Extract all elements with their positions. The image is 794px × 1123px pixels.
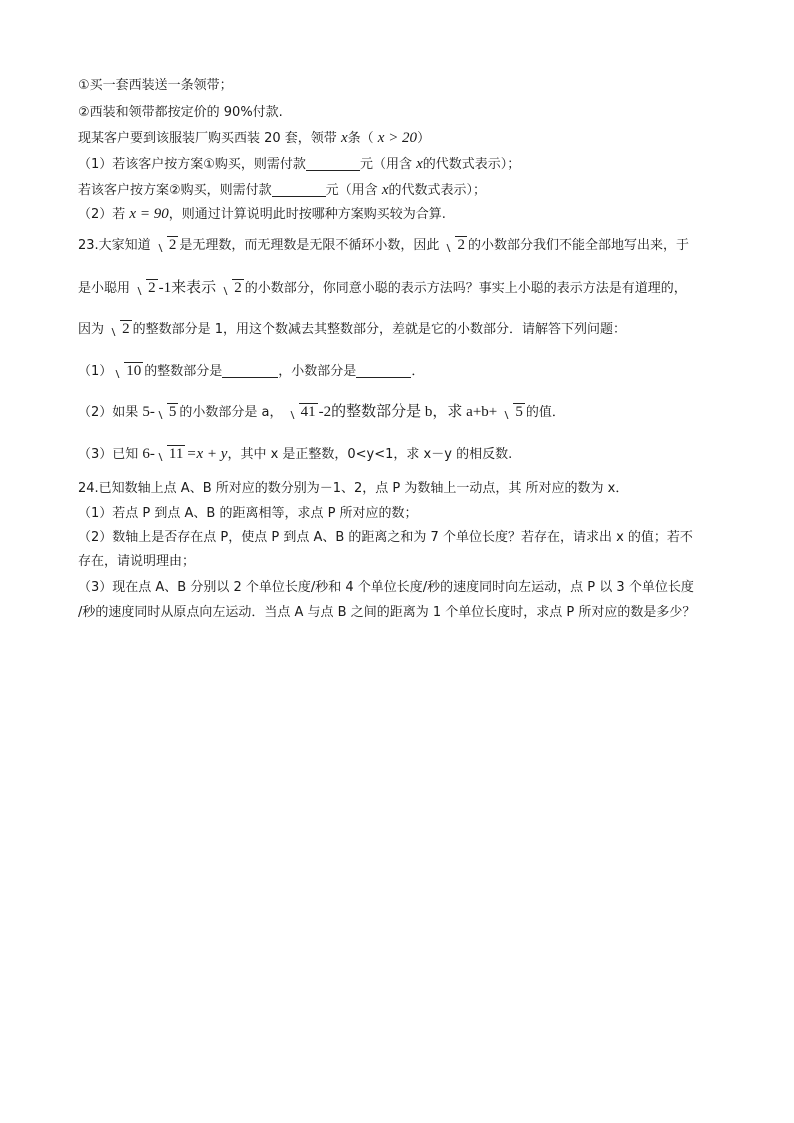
q23-line-3: [78, 320, 754, 339]
sqrt-2: [444, 236, 467, 254]
q24-text: 存在，请说明理由；: [78, 554, 196, 569]
q24-line-6: [78, 604, 754, 622]
intro-text-c: ）: [417, 131, 431, 146]
part-label: （3）已知: [78, 447, 139, 462]
q23-part-2: [78, 403, 754, 422]
q24-line-4: [78, 553, 754, 571]
sqrt-2: [109, 320, 132, 338]
q1a-text-c: 的代数式表示）；: [422, 157, 521, 172]
radicand: 2: [457, 237, 465, 253]
q23-text: 的整数部分是 1，用这个数减去其整数部分，差就是它的小数部分．请解答下列问题：: [132, 322, 627, 337]
q23-text: 的小数部分，你同意小聪的表示方法吗？事实上小聪的表示方法是有道理的，: [244, 281, 687, 296]
answer-blank[interactable]: [272, 182, 326, 197]
radicand: 2: [122, 321, 130, 337]
q24-text: /秒的速度同时从原点向左运动．当点 A 与点 B 之间的距离为 1 个单位长度时，求点 P 所对应的数是多少？: [78, 605, 696, 620]
sqrt-2: [156, 236, 179, 254]
math-number: 5-: [142, 404, 155, 420]
variable-x: x: [340, 130, 348, 146]
q23-part-1: [78, 362, 754, 381]
sqrt-2: [135, 279, 158, 297]
q24-line-1: [78, 480, 754, 498]
radicand: 2: [234, 280, 242, 296]
q23-text: 是小聪用: [78, 281, 131, 296]
condition-math: x > 20: [377, 130, 418, 146]
variable-x: x: [381, 182, 389, 198]
q23-text: 因为: [78, 322, 105, 337]
q24-line-3: [78, 529, 754, 547]
q1b-text: 若该客户按方案②购买，则需付款: [78, 183, 272, 198]
intro-text: 现某客户要到该服装厂购买西装 20 套，领带: [78, 131, 337, 146]
sqrt-5: [502, 403, 525, 421]
q23-part-3: [78, 445, 754, 464]
radicand: 2: [168, 237, 177, 253]
option-1-text: ①买一套西装送一条领带；: [78, 78, 233, 93]
q23-text: -1来表示: [158, 280, 217, 296]
q24-line-2: [78, 505, 754, 523]
radicand: 10: [126, 363, 142, 379]
q1b-text-b: 元（用含: [325, 183, 378, 198]
question-1a: [78, 155, 754, 174]
q23-text: ．: [411, 364, 425, 379]
answer-blank[interactable]: [356, 363, 411, 378]
option-2: [78, 104, 754, 122]
q23-text: -2的整数部分是 b，求 a+b+: [318, 404, 498, 420]
q24-text: （2）数轴上是否存在点 P，使点 P 到点 A、B 的距离之和为 7 个单位长度？若存在，请求出 x 的值；若不: [78, 530, 693, 545]
part-label: （1）: [78, 364, 113, 379]
option-2-text: ②西装和领带都按定价的 90%付款.: [78, 105, 283, 120]
q23-text: ，其中 x 是正整数，0<y<1，求 x－y 的相反数.: [227, 447, 513, 462]
q1a-text: （1）若该客户按方案①购买，则需付款: [78, 157, 306, 172]
variable-x: x: [416, 156, 423, 172]
option-1: [78, 77, 754, 95]
q24-text: 24.已知数轴上点 A、B 所对应的数分别为－1、2，点 P 为数轴上一动点，其 所对应的数为 x．: [78, 481, 629, 496]
equation-math: =x + y: [186, 446, 228, 462]
q23-text: 是无理数，而无理数是无限不循环小数，因此: [179, 238, 440, 253]
sqrt-10: [113, 362, 143, 380]
q24-text: （1）若点 P 到点 A、B 的距离相等，求点 P 所对应的数；: [78, 506, 418, 521]
q23-text: 的小数部分我们不能全部地写出来，于: [467, 238, 689, 253]
sqrt-2: [221, 279, 244, 297]
q2-text-b: ，则通过计算说明此时按哪种方案购买较为合算.: [168, 207, 446, 222]
question-1b: [78, 181, 754, 200]
sqrt-5: [156, 403, 179, 421]
q24-line-5: [78, 579, 754, 597]
answer-blank[interactable]: [222, 363, 278, 378]
q23-text: 的值．: [525, 405, 565, 420]
radicand: 11: [168, 446, 184, 462]
question-2: [78, 205, 754, 224]
radicand: 41: [300, 404, 316, 420]
sqrt-41: [288, 403, 318, 421]
q1b-text-c: 的代数式表示）；: [388, 183, 486, 198]
q23-text: 23.大家知道: [78, 238, 151, 253]
part-label: （2）如果: [78, 405, 139, 420]
radicand: 5: [515, 404, 523, 420]
q2-text: （2）若: [78, 207, 126, 222]
answer-blank[interactable]: [306, 156, 360, 171]
q23-line-2: [78, 279, 754, 298]
q1a-text-b: 元（用含: [359, 157, 412, 172]
q23-line-1: [78, 236, 754, 255]
problem-intro: [78, 129, 754, 148]
q24-text: （3）现在点 A、B 分别以 2 个单位长度/秒和 4 个单位长度/秒的速度同时向左运动，点 P 以 3 个单位长度: [78, 580, 694, 595]
radicand: 5: [168, 404, 177, 420]
q23-text: 的小数部分是 a，: [179, 405, 283, 420]
sqrt-11: [156, 445, 185, 463]
intro-text-b: 条（: [347, 131, 374, 146]
q23-text: 的整数部分是: [144, 364, 223, 379]
q2-math: x = 90: [129, 206, 169, 222]
q23-text: ，小数部分是: [278, 364, 357, 379]
radicand: 2: [148, 280, 156, 296]
math-number: 6-: [142, 446, 155, 462]
